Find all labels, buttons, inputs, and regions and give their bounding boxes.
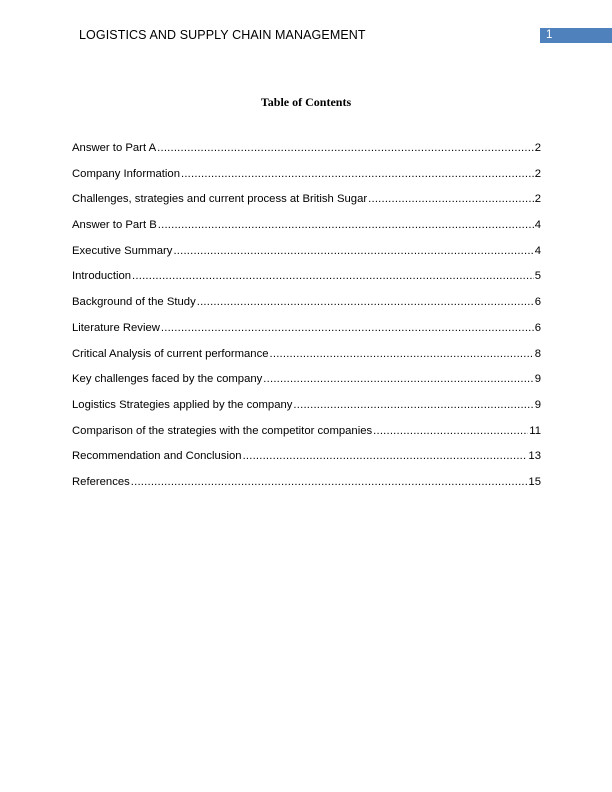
toc-dot-leader <box>181 168 534 180</box>
toc-entry-page: 6 <box>534 321 541 334</box>
toc-dot-leader <box>132 270 534 282</box>
toc-entry-text: Critical Analysis of current performance <box>72 347 269 360</box>
toc-dot-leader <box>368 193 534 205</box>
toc-entry-page: 13 <box>528 450 541 463</box>
toc-entry[interactable] <box>72 245 541 271</box>
toc-dot-leader <box>157 142 534 154</box>
toc-entry[interactable] <box>72 219 541 245</box>
toc-entry-page: 2 <box>534 193 541 206</box>
toc-list <box>72 142 541 502</box>
toc-entry-page: 11 <box>529 424 541 437</box>
toc-entry-page: 15 <box>528 475 541 488</box>
toc-entry-page: 4 <box>534 219 541 232</box>
toc-entry-page: 9 <box>534 398 541 411</box>
toc-entry-page: 8 <box>534 347 541 360</box>
toc-entry-text: Comparison of the strategies with the competitor companies <box>72 424 373 437</box>
toc-entry[interactable] <box>72 450 541 476</box>
running-header-title: LOGISTICS AND SUPPLY CHAIN MANAGEMENT <box>79 28 366 42</box>
toc-entry-page: 6 <box>534 296 541 309</box>
toc-entry-text: Literature Review <box>72 321 160 334</box>
toc-entry-page: 9 <box>534 373 541 386</box>
toc-entry[interactable] <box>72 270 541 296</box>
toc-dot-leader <box>293 399 533 411</box>
page-number-badge: 1 <box>540 28 612 43</box>
toc-entry-page: 2 <box>534 167 541 180</box>
toc-dot-leader <box>263 373 533 385</box>
toc-entry-text: Background of the Study <box>72 296 196 309</box>
toc-dot-leader <box>173 245 533 257</box>
toc-entry-text: Answer to Part B <box>72 219 157 232</box>
toc-entry-page: 2 <box>534 142 541 154</box>
toc-entry[interactable] <box>72 348 541 374</box>
toc-entry-text: Company Information <box>72 167 180 180</box>
toc-entry-text: Executive Summary <box>72 244 173 257</box>
toc-entry-text: References <box>72 475 130 488</box>
toc-entry-text: Recommendation and Conclusion <box>72 450 242 463</box>
toc-entry-page: 4 <box>534 244 541 257</box>
toc-entry-page: 5 <box>534 270 541 283</box>
toc-entry-text: Key challenges faced by the company <box>72 373 263 386</box>
toc-dot-leader <box>161 322 534 334</box>
toc-dot-leader <box>197 296 534 308</box>
toc-entry[interactable] <box>72 168 541 194</box>
toc-entry-text: Logistics Strategies applied by the company <box>72 398 293 411</box>
toc-entry-text: Introduction <box>72 270 132 283</box>
toc-dot-leader <box>158 219 534 231</box>
toc-entry[interactable] <box>72 193 541 219</box>
toc-dot-leader <box>373 425 528 437</box>
toc-entry[interactable] <box>72 399 541 425</box>
toc-entry[interactable] <box>72 373 541 399</box>
toc-entry[interactable] <box>72 322 541 348</box>
toc-entry[interactable] <box>72 142 541 168</box>
toc-entry-text: Answer to Part A <box>72 142 157 154</box>
toc-heading: Table of Contents <box>260 95 352 109</box>
toc-dot-leader <box>131 476 528 488</box>
toc-dot-leader <box>243 450 528 462</box>
toc-entry[interactable] <box>72 425 541 451</box>
toc-entry[interactable] <box>72 296 541 322</box>
toc-entry-text: Challenges, strategies and current process at British Sugar <box>72 193 368 206</box>
toc-entry[interactable] <box>72 476 541 502</box>
toc-dot-leader <box>270 348 534 360</box>
